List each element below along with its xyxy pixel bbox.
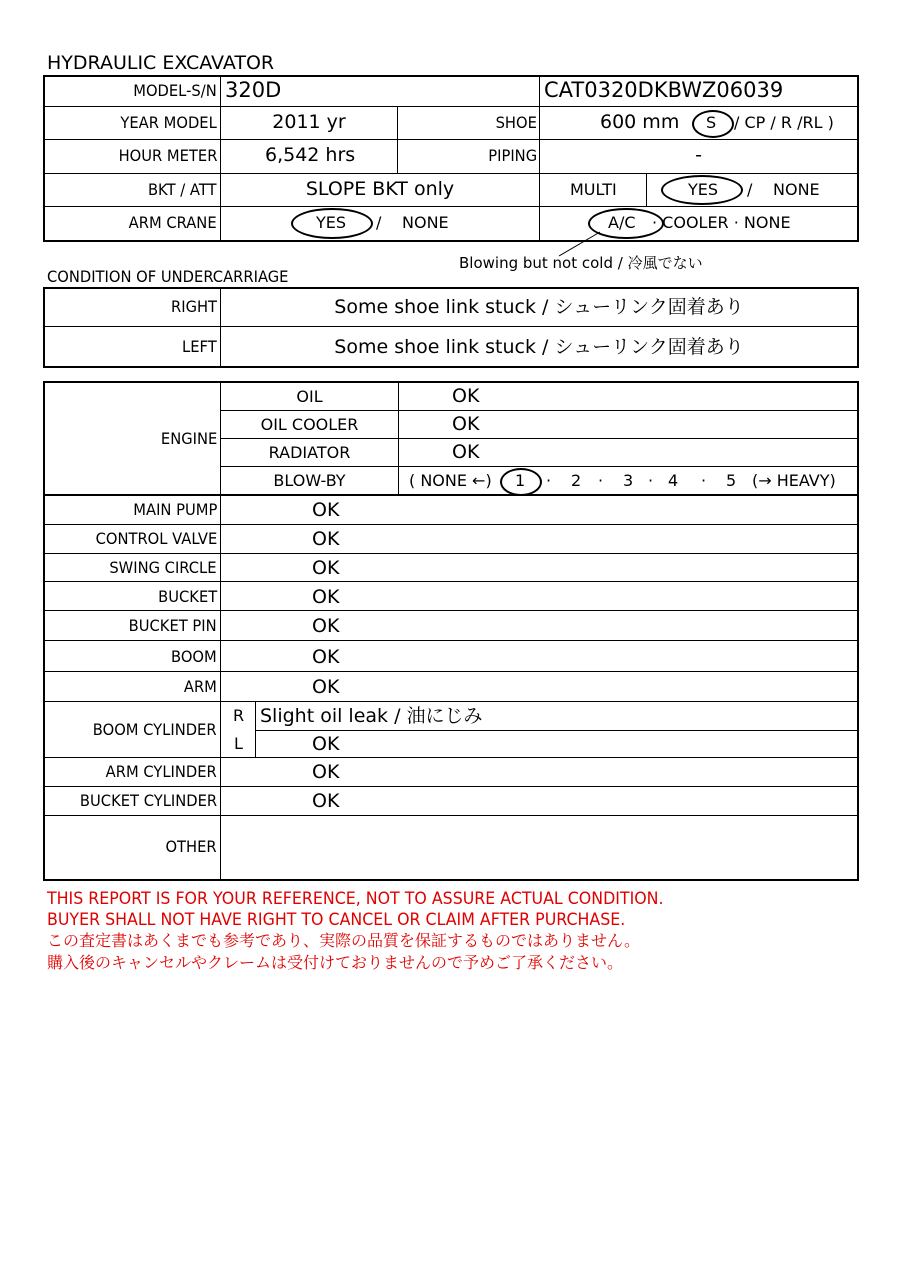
disclaimer-line-4: 購入後のキャンセルやクレームは受付けておりませんので予めご了承ください。 xyxy=(47,953,624,972)
multi-none: NONE xyxy=(773,180,820,199)
swing-circle-value: OK xyxy=(312,557,340,579)
control-valve-value: OK xyxy=(312,528,340,550)
blow-by-dot: · xyxy=(598,471,604,490)
boom-cylinder-r-value: Slight oil leak / 油にじみ xyxy=(260,705,483,727)
radiator-value: OK xyxy=(452,441,480,463)
main-pump-value: OK xyxy=(312,499,340,521)
boom-cylinder-label: BOOM CYLINDER xyxy=(93,720,217,739)
serial-number: CAT0320DKBWZ06039 xyxy=(544,78,784,102)
bucket-pin-label: BUCKET PIN xyxy=(128,616,217,635)
oil-cooler-value: OK xyxy=(452,413,480,435)
model-value: 320D xyxy=(225,78,282,102)
crane-yes: YES xyxy=(316,213,347,232)
disclaimer-line-1: THIS REPORT IS FOR YOUR REFERENCE, NOT TO ASSURE ACTUAL CONDITION. xyxy=(47,889,664,909)
undercarriage-title: CONDITION OF UNDERCARRIAGE xyxy=(47,267,289,286)
model-sn-label: MODEL-S/N xyxy=(133,81,217,100)
blow-by-dot: · xyxy=(701,471,707,490)
bucket-cylinder-value: OK xyxy=(312,790,340,812)
arm-value: OK xyxy=(312,676,340,698)
blow-by-level-3: 3 xyxy=(623,471,634,490)
bucket-value: OK xyxy=(312,586,340,608)
piping-label: PIPING xyxy=(488,146,537,165)
boom-cylinder-l-value: OK xyxy=(312,733,340,755)
bkt-att-label: BKT / ATT xyxy=(148,180,217,199)
bucket-pin-value: OK xyxy=(312,615,340,637)
multi-yes: YES xyxy=(688,180,719,199)
blow-by-dot: · xyxy=(648,471,654,490)
multi-separator: / xyxy=(747,180,753,199)
piping-value: - xyxy=(695,144,702,166)
ac-note: Blowing but not cold / 冷風でない xyxy=(459,254,703,272)
shoe-label: SHOE xyxy=(495,113,537,132)
undercarriage-left-value: Some shoe link stuck / シューリンク固着あり xyxy=(334,336,744,358)
blow-by-heavy-end: (→ HEAVY) xyxy=(752,471,836,490)
blow-by-level-1: 1 xyxy=(515,471,526,490)
blow-by-level-4: 4 xyxy=(668,471,679,490)
year-model-label: YEAR MODEL xyxy=(120,113,217,132)
blow-by-label: BLOW-BY xyxy=(273,471,346,490)
shoe-width: 600 mm xyxy=(600,111,680,133)
main-pump-label: MAIN PUMP xyxy=(132,500,217,519)
boom-cylinder-r-label: R xyxy=(233,706,245,725)
bucket-label: BUCKET xyxy=(157,587,217,606)
boom-label: BOOM xyxy=(171,647,217,666)
undercarriage-right-value: Some shoe link stuck / シューリンク固着あり xyxy=(334,296,744,318)
bkt-att-value: SLOPE BKT only xyxy=(305,178,455,200)
engine-label: ENGINE xyxy=(160,429,217,448)
disclaimer-line-2: BUYER SHALL NOT HAVE RIGHT TO CANCEL OR CLAIM AFTER PURCHASE. xyxy=(47,910,626,930)
blow-by-level-5: 5 xyxy=(726,471,737,490)
boom-cylinder-l-label: L xyxy=(234,734,243,753)
arm-cylinder-value: OK xyxy=(312,761,340,783)
bucket-cylinder-label: BUCKET CYLINDER xyxy=(79,791,217,810)
shoe-options: / CP / R /RL ) xyxy=(734,113,834,132)
oil-cooler-label: OIL COOLER xyxy=(260,415,359,434)
crane-separator: / xyxy=(376,213,382,232)
hour-meter-label: HOUR METER xyxy=(118,146,217,165)
blow-by-dot: · xyxy=(546,471,552,490)
arm-crane-label: ARM CRANE xyxy=(129,213,217,232)
ac-option: A/C xyxy=(608,213,636,232)
disclaimer-line-3: この査定書はあくまでも参考であり、実際の品質を保証するものではありません。 xyxy=(47,931,640,950)
cooler-none-options: · COOLER · NONE xyxy=(652,213,791,232)
engine-oil-value: OK xyxy=(452,385,480,407)
boom-value: OK xyxy=(312,646,340,668)
control-valve-label: CONTROL VALVE xyxy=(95,529,217,548)
crane-none: NONE xyxy=(402,213,449,232)
swing-circle-label: SWING CIRCLE xyxy=(109,558,217,577)
shoe-option-s: S xyxy=(706,113,717,132)
undercarriage-right-label: RIGHT xyxy=(170,297,217,316)
engine-oil-label: OIL xyxy=(296,387,323,406)
blow-by-level-2: 2 xyxy=(571,471,582,490)
multi-label: MULTI xyxy=(570,180,617,199)
page-title: HYDRAULIC EXCAVATOR xyxy=(47,52,275,74)
hour-meter-value: 6,542 hrs xyxy=(265,144,356,166)
arm-cylinder-label: ARM CYLINDER xyxy=(105,762,217,781)
blow-by-none-end: ( NONE ←) xyxy=(409,471,492,490)
year-value: 2011 yr xyxy=(272,111,346,133)
radiator-label: RADIATOR xyxy=(268,443,351,462)
other-label: OTHER xyxy=(165,837,217,856)
undercarriage-left-label: LEFT xyxy=(182,337,217,356)
arm-label: ARM xyxy=(183,677,217,696)
